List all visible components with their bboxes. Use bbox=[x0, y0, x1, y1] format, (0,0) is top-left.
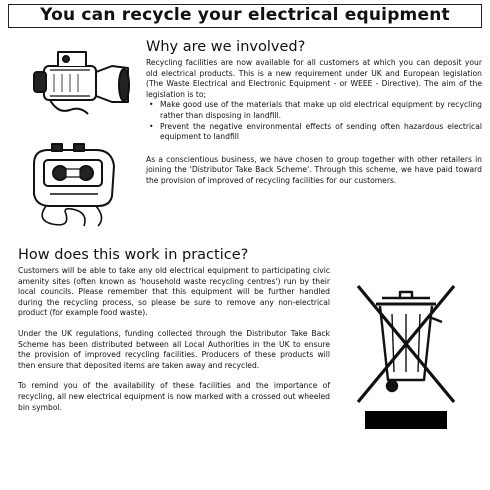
why-paragraph-2: As a conscientious business, we have chosen to group together with other retailers in joining the 'Distributor Take Back Scheme'. Through this scheme, we have paid toward the provision of improved of recycling facilities for our customers. bbox=[146, 154, 482, 185]
why-heading: Why are we involved? bbox=[146, 39, 306, 55]
aim-bullet-2: • Prevent the negative environmental effects of sending often hazardous electrical equipment to landfill bbox=[146, 122, 482, 143]
how-heading: How does this work in practice? bbox=[18, 247, 249, 263]
camcorder-icon bbox=[28, 44, 132, 124]
page-title: You can recycle your electrical equipment bbox=[8, 4, 482, 28]
aim-bullet-1: • Make good use of the materials that make up old electrical equipment by recycling rather than disposing in landfill. bbox=[146, 100, 482, 121]
why-paragraph-1: Recycling facilities are now available for all customers at which you can deposit your old electrical products. This is a new requirement under UK and European legislation (The Waste Electrical and Electronic Equipment - or WEEE - Directive). The aim of the legislation is to; bbox=[146, 58, 482, 99]
how-section bbox=[18, 246, 330, 423]
how-paragraph-2: Under the UK regulations, funding collected through the Distributor Take Back Scheme has been distributed between all Local Authorities in the UK to ensure the provision of improved recycling facilities. Producers of these products will then ensure that deposited items are taken away and recycled. bbox=[18, 328, 330, 370]
how-paragraph-1: Customers will be able to take any old electrical equipment to participating civic amenity sites (often known as 'household waste recycling centres') run by their local councils. Please remember that this equipment will be further handled during the recycling process, so please be sure to remove any non-electrical product (for example food waste). bbox=[18, 266, 330, 318]
crossed-out-wheelie-bin-icon bbox=[352, 278, 460, 418]
how-paragraph-3: To remind you of the availability of these facilities and the importance of recycling, all new electrical equipment is now marked with a crossed out wheeled bin symbol. bbox=[18, 381, 330, 412]
bin-symbol-bar bbox=[365, 411, 447, 429]
why-section bbox=[146, 38, 482, 187]
aims-list bbox=[146, 100, 482, 142]
dictaphone-icon bbox=[26, 140, 126, 232]
